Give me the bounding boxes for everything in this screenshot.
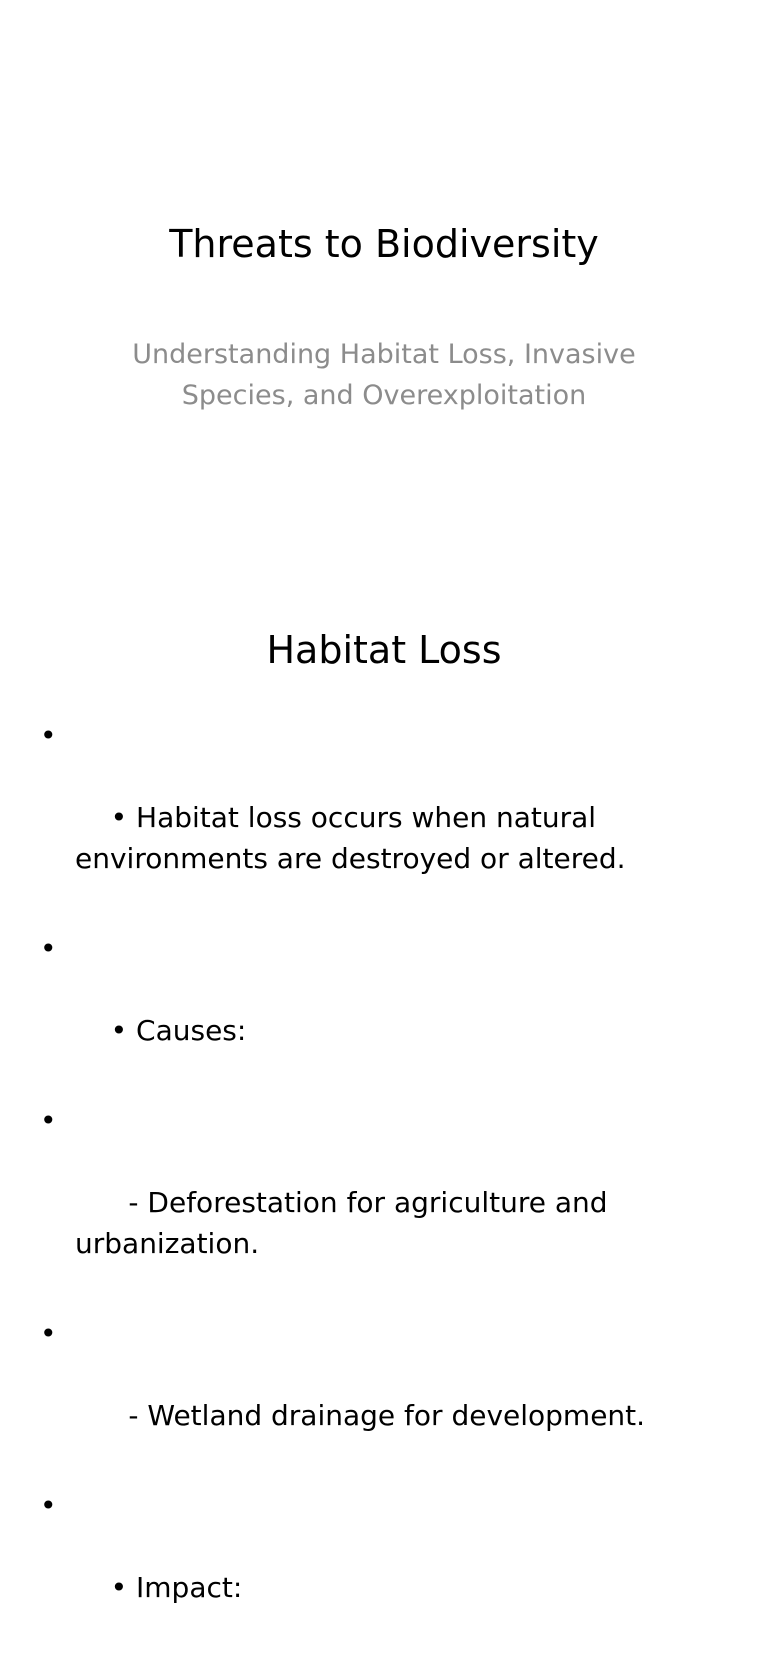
bullet-item (40, 1313, 680, 1477)
bullet-item (40, 715, 680, 920)
slide-subtitle: Understanding Habitat Loss, Invasive Species, and Overexploitation (132, 339, 636, 411)
bullet-item (40, 1485, 680, 1649)
bullet-text: • Causes: (110, 1014, 247, 1047)
bullet-marker: • (40, 1104, 57, 1137)
bullet-marker: • (40, 1489, 57, 1522)
section-title: Habitat Loss (266, 628, 502, 672)
bullet-item (40, 1100, 680, 1305)
bullet-marker: • (40, 719, 57, 752)
bullet-marker: • (40, 1317, 57, 1350)
slide-title: Threats to Biodiversity (169, 222, 599, 266)
bullet-text: - Wetland drainage for development. (110, 1399, 646, 1432)
bullet-item (40, 928, 680, 1092)
bullet-text: • Habitat loss occurs when natural environments are destroyed or altered. (75, 801, 626, 875)
bullet-list (40, 715, 680, 1657)
bullet-text: • Impact: (110, 1571, 243, 1604)
bullet-text: - Deforestation for agriculture and urbanization. (75, 1186, 617, 1260)
bullet-marker: • (40, 932, 57, 965)
